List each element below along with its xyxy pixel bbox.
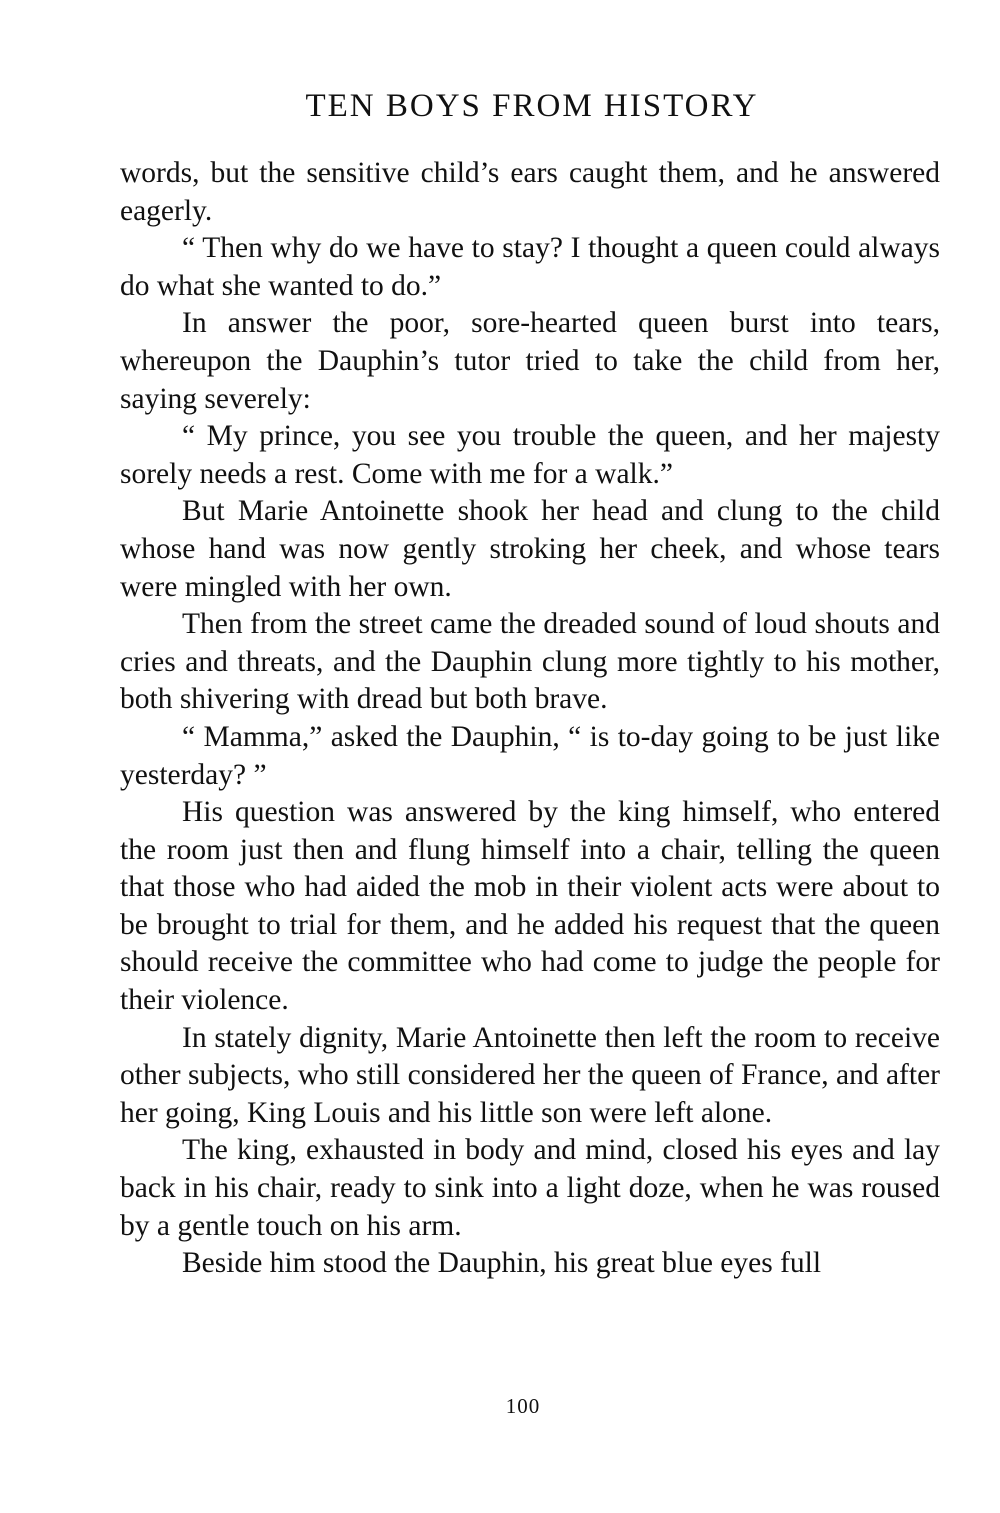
page-number: 100 — [505, 1394, 541, 1418]
paragraph: His question was answered by the king himself, who entered the room just then and flung himself into a chair, telling the queen that those who had aided the mob in their violent acts were about to be brought to trial for them, and he added his request that the queen should receive the committee who had come to judge the people for their violence. — [120, 796, 940, 1017]
paragraph: In answer the poor, sore-hearted queen burst into tears, whereupon the Dauphin’s tutor tried to take the child from her, saying severely: — [120, 307, 940, 415]
paragraph-last: Beside him stood the Dauphin, his great blue eyes full — [182, 1247, 822, 1280]
paragraph: “ My prince, you see you trouble the queen, and her majesty sorely needs a rest. Come with me for a walk.” — [120, 420, 940, 490]
paragraph: But Marie Antoinette shook her head and clung to the child whose hand was now gently stroking her cheek, and whose tears were mingled with her own. — [120, 495, 940, 603]
running-head: TEN BOYS FROM HISTORY — [305, 88, 759, 124]
paragraph-continued: words, but the sensitive child’s ears caught them, and he answered eagerly. — [120, 157, 940, 227]
paragraph: “ Mamma,” asked the Dauphin, “ is to-day going to be just like yesterday? ” — [120, 720, 940, 791]
body-text — [120, 155, 940, 1283]
paragraph: “ Then why do we have to stay? I thought a queen could always do what she wanted to do.” — [120, 232, 940, 302]
paragraph: Then from the street came the dreaded sound of loud shouts and cries and threats, and the Dauphin clung more tightly to his mother, both shivering with dread but both brave. — [120, 608, 940, 716]
paragraph: In stately dignity, Marie Antoinette then left the room to receive other subjects, who still considered her the queen of France, and after her going, King Louis and his little son were left alone. — [120, 1021, 940, 1129]
paragraph: The king, exhausted in body and mind, closed his eyes and lay back in his chair, ready to sink into a light doze, when he was roused by a gentle touch on his arm. — [120, 1134, 940, 1242]
